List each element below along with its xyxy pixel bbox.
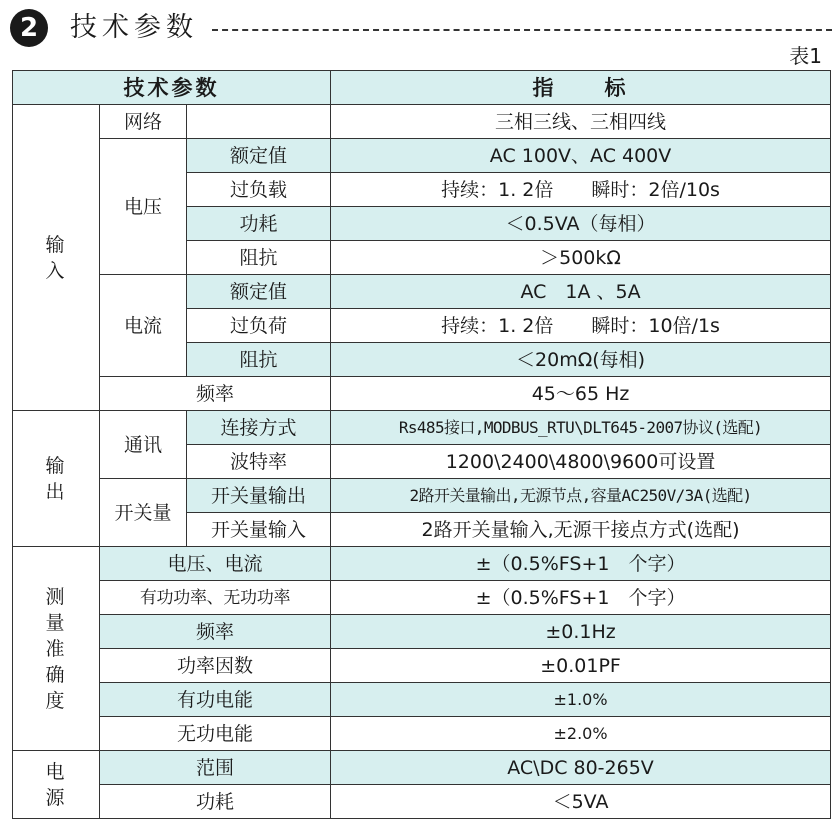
cell-label: 阻抗	[187, 241, 331, 275]
cell-value: 2路开关量输出,无源节点,容量AC250V/3A(选配)	[331, 479, 831, 513]
section-title: 技术参数	[70, 12, 198, 43]
table-row	[13, 139, 831, 173]
cell-label: 功耗	[100, 785, 331, 819]
table-row	[13, 105, 831, 139]
cell-empty	[187, 105, 331, 139]
section-header	[10, 8, 836, 52]
cell-value: 三相三线、三相四线	[331, 105, 831, 139]
cell-label: 频率	[100, 377, 331, 411]
table-row	[13, 717, 831, 751]
cell-value: ±2.0%	[331, 717, 831, 751]
subgroup-voltage: 电压	[100, 139, 187, 275]
cell-value: ＞500kΩ	[331, 241, 831, 275]
cell-label: 功耗	[187, 207, 331, 241]
cell-value: ±0.01PF	[331, 649, 831, 683]
cell-label: 无功电能	[100, 717, 331, 751]
cell-value: ±1.0%	[331, 683, 831, 717]
table-row	[13, 615, 831, 649]
cell-value: ＜0.5VA（每相）	[331, 207, 831, 241]
table-row	[13, 479, 831, 513]
table-row	[13, 581, 831, 615]
cell-value: 2路开关量输入,无源干接点方式(选配)	[331, 513, 831, 547]
cell-value: 持续：1. 2倍 瞬时：2倍/10s	[331, 173, 831, 207]
group-output: 输 出	[13, 411, 100, 547]
cell-label: 阻抗	[187, 343, 331, 377]
table-row	[13, 377, 831, 411]
table-row	[13, 683, 831, 717]
group-input: 输 入	[13, 105, 100, 411]
group-power: 电源	[13, 751, 100, 819]
cell-label: 连接方式	[187, 411, 331, 445]
cell-value: AC\DC 80-265V	[331, 751, 831, 785]
section-number-badge: 2	[10, 9, 48, 47]
header-param: 技术参数	[13, 71, 331, 105]
cell-value: 持续：1. 2倍 瞬时：10倍/1s	[331, 309, 831, 343]
cell-value: ＜5VA	[331, 785, 831, 819]
cell-value: AC 1A 、5A	[331, 275, 831, 309]
cell-label: 有功电能	[100, 683, 331, 717]
table-row	[13, 751, 831, 785]
cell-label: 网络	[100, 105, 187, 139]
cell-label: 电压、电流	[100, 547, 331, 581]
cell-value: Rs485接口,MODBUS_RTU\DLT645-2007协议(选配)	[331, 411, 831, 445]
header-value: 指 标	[331, 71, 831, 105]
group-accuracy: 测量准确度	[13, 547, 100, 751]
cell-label: 波特率	[187, 445, 331, 479]
cell-label: 范围	[100, 751, 331, 785]
table-label: 表1	[789, 44, 822, 68]
subgroup-current: 电流	[100, 275, 187, 377]
subgroup-switch: 开关量	[100, 479, 187, 547]
cell-label: 功率因数	[100, 649, 331, 683]
cell-value: 45～65 Hz	[331, 377, 831, 411]
table-header-row	[13, 71, 831, 105]
table-row	[13, 649, 831, 683]
header-dashed-divider	[212, 29, 832, 31]
cell-value: ±（0.5%FS+1 个字）	[331, 581, 831, 615]
table-row	[13, 275, 831, 309]
cell-label: 开关量输入	[187, 513, 331, 547]
cell-value: AC 100V、AC 400V	[331, 139, 831, 173]
cell-value: 1200\2400\4800\9600可设置	[331, 445, 831, 479]
cell-label: 额定值	[187, 275, 331, 309]
cell-label: 有功功率、无功功率	[100, 581, 331, 615]
cell-label: 频率	[100, 615, 331, 649]
cell-label: 额定值	[187, 139, 331, 173]
cell-value: ±0.1Hz	[331, 615, 831, 649]
table-row	[13, 411, 831, 445]
spec-table	[12, 70, 831, 819]
cell-label: 开关量输出	[187, 479, 331, 513]
table-row	[13, 785, 831, 819]
subgroup-comm: 通讯	[100, 411, 187, 479]
cell-value: ±（0.5%FS+1 个字）	[331, 547, 831, 581]
cell-label: 过负载	[187, 173, 331, 207]
cell-value: ＜20mΩ(每相)	[331, 343, 831, 377]
table-row	[13, 547, 831, 581]
cell-label: 过负荷	[187, 309, 331, 343]
